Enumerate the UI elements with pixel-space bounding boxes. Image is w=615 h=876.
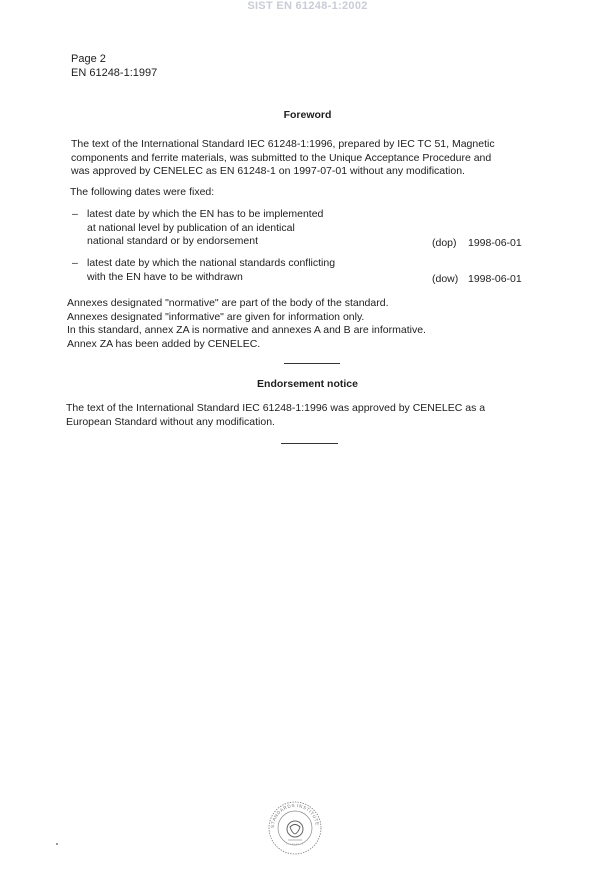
list-dash: – xyxy=(72,208,78,220)
endorsement-line: European Standard without any modification. xyxy=(66,415,275,428)
foreword-heading: Foreword xyxy=(283,109,332,121)
annex-line: Annex ZA has been added by CENELEC. xyxy=(67,337,261,350)
date-item-text xyxy=(87,257,335,284)
date-item-line: national standard or by endorsement xyxy=(87,235,259,247)
date-item-line: latest date by which the national standards conflicting xyxy=(87,257,336,269)
seal-ring-text: STANDARDS INSTITUTE xyxy=(269,802,320,829)
endorsement-paragraph xyxy=(66,402,485,429)
date-item-dow xyxy=(72,257,542,287)
list-dash: – xyxy=(72,257,78,269)
date-item-text xyxy=(87,208,323,249)
annex-line: Annexes designated "normative" are part of the body of the standard. xyxy=(67,297,389,309)
sist-watermark: SIST EN 61248-1:2002 xyxy=(247,0,368,12)
endorsement-heading: Endorsement notice xyxy=(257,378,358,390)
document-id: EN 61248-1:1997 xyxy=(71,67,158,79)
scan-speck xyxy=(56,843,58,845)
page-number: Page 2 xyxy=(71,53,106,65)
official-seal-icon xyxy=(262,800,328,856)
date-item-line: latest date by which the EN has to be implemented xyxy=(87,208,324,220)
date-code: (dop) xyxy=(432,237,457,249)
endorsement-line: The text of the International Standard IEC 61248-1:1996 was approved by CENELEC as a xyxy=(66,402,486,414)
date-code: (dow) xyxy=(432,273,459,285)
date-item-dop xyxy=(72,208,542,250)
date-value: 1998-06-01 xyxy=(468,237,522,249)
dates-intro: The following dates were fixed: xyxy=(70,186,215,198)
foreword-intro-line: was approved by CENELEC as EN 61248-1 on 1997-07-01 without any modification. xyxy=(71,165,465,177)
annex-line: In this standard, annex ZA is normative and annexes A and B are informative. xyxy=(67,324,426,336)
date-item-line: with the EN have to be withdrawn xyxy=(87,270,243,283)
foreword-intro-line: components and ferrite materials, was submitted to the Unique Acceptance Procedure and xyxy=(71,151,492,164)
date-value: 1998-06-01 xyxy=(468,273,522,285)
foreword-intro-paragraph xyxy=(71,138,495,179)
section-divider xyxy=(284,363,340,364)
annex-line: Annexes designated "informative" are given for information only. xyxy=(67,310,365,323)
annex-paragraph xyxy=(67,297,426,351)
foreword-intro-line: The text of the International Standard IEC 61248-1:1996, prepared by IEC TC 51, Magnetic xyxy=(71,138,495,150)
date-item-line: at national level by publication of an identical xyxy=(87,221,295,234)
section-divider xyxy=(281,443,338,444)
page-header xyxy=(71,52,157,80)
